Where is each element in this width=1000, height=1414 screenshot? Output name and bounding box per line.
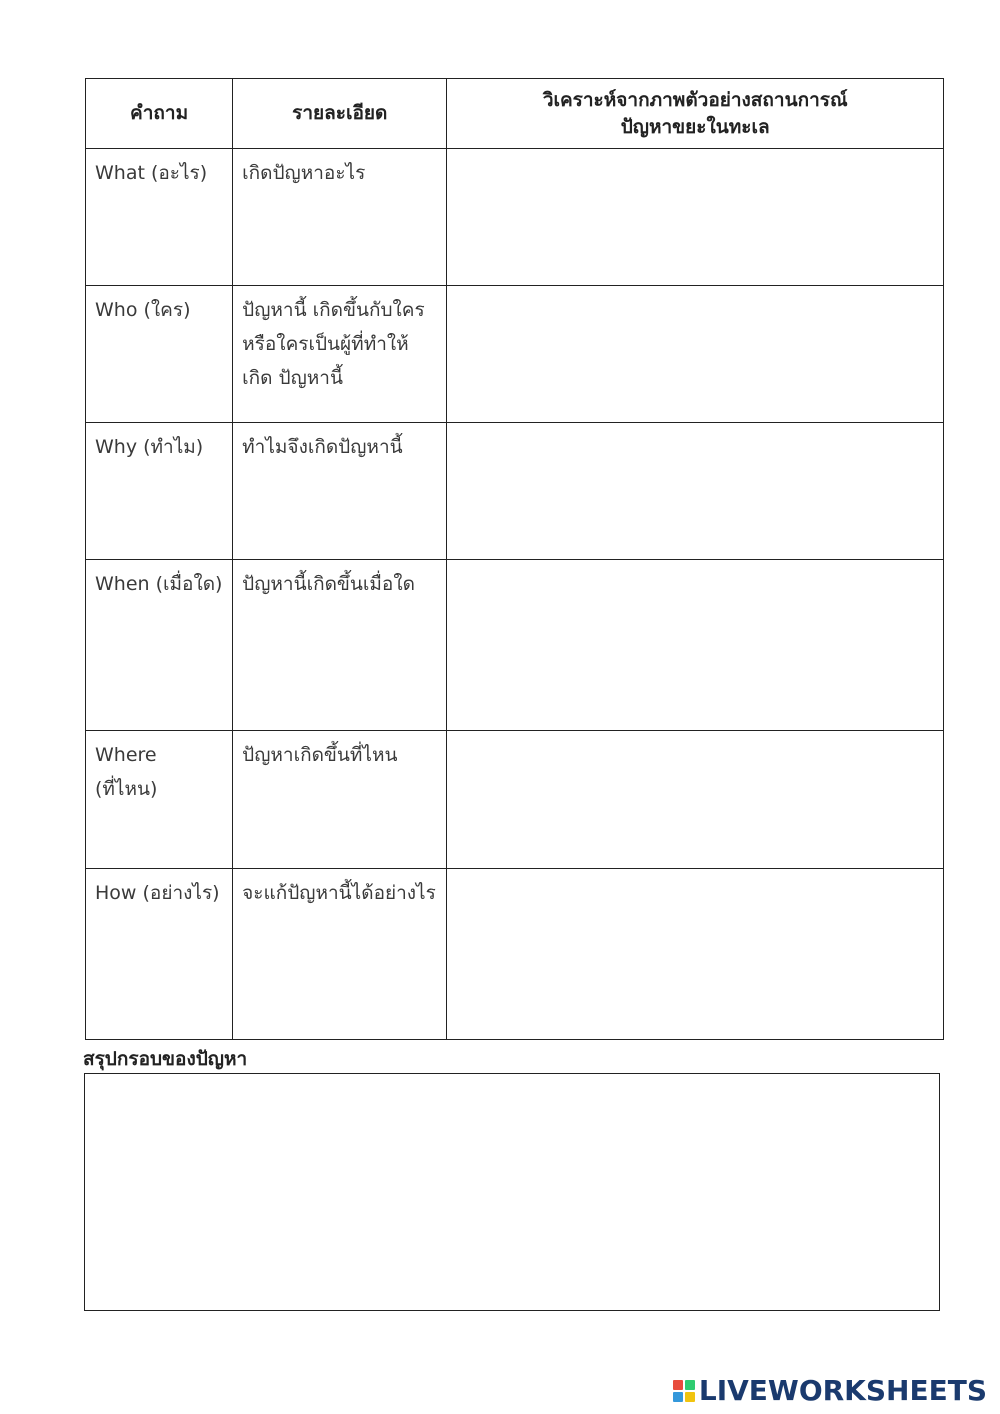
summary-title: สรุปกรอบของปัญหา	[83, 1048, 248, 1070]
detail-cell: ปัญหานี้เกิดขึ้นเมื่อใด	[242, 573, 415, 595]
detail-cell: ปัญหานี้ เกิดขึ้นกับใคร หรือใครเป็นผู้ที่ทำให้เกิด ปัญหานี้	[242, 299, 425, 389]
table-row-when	[86, 560, 944, 731]
detail-cell: เกิดปัญหาอะไร	[242, 162, 366, 184]
table-row-why	[86, 423, 944, 560]
question-cell: Where (ที่ไหน)	[95, 744, 158, 800]
liveworksheets-logo	[673, 1374, 987, 1407]
summary-answer-box[interactable]	[84, 1073, 940, 1311]
question-cell: What (อะไร)	[95, 162, 208, 184]
brand-name: LIVEWORKSHEETS	[698, 1374, 987, 1407]
worksheet-table	[85, 78, 944, 1040]
table-row-who	[86, 286, 944, 423]
detail-cell: ปัญหาเกิดขึ้นที่ไหน	[242, 744, 398, 766]
header-analysis-line1: วิเคราะห์จากภาพตัวอย่างสถานการณ์	[542, 88, 848, 111]
table-header-row	[86, 79, 944, 149]
answer-cell-when[interactable]	[447, 560, 944, 731]
header-analysis-line2: ปัญหาขยะในทะเล	[620, 115, 770, 138]
header-question: คำถาม	[86, 79, 233, 149]
question-cell: When (เมื่อใด)	[95, 573, 223, 595]
answer-cell-who[interactable]	[447, 286, 944, 423]
table-row-where	[86, 731, 944, 869]
question-cell: Why (ทำไม)	[95, 436, 204, 458]
question-cell: How (อย่างไร)	[95, 882, 220, 904]
detail-cell: ทำไมจึงเกิดปัญหานี้	[242, 436, 403, 458]
answer-cell-why[interactable]	[447, 423, 944, 560]
liveworksheets-icon	[673, 1380, 695, 1402]
logo-square-blue	[673, 1392, 683, 1402]
answer-cell-where[interactable]	[447, 731, 944, 869]
logo-square-red	[673, 1380, 683, 1390]
answer-cell-how[interactable]	[447, 869, 944, 1040]
logo-square-yellow	[685, 1392, 695, 1402]
table-row-how	[86, 869, 944, 1040]
header-detail: รายละเอียด	[233, 79, 447, 149]
table-row-what	[86, 149, 944, 286]
header-analysis	[447, 79, 944, 149]
logo-square-green	[685, 1380, 695, 1390]
question-cell: Who (ใคร)	[95, 299, 191, 321]
detail-cell: จะแก้ปัญหานี้ได้อย่างไร	[242, 882, 436, 904]
answer-cell-what[interactable]	[447, 149, 944, 286]
